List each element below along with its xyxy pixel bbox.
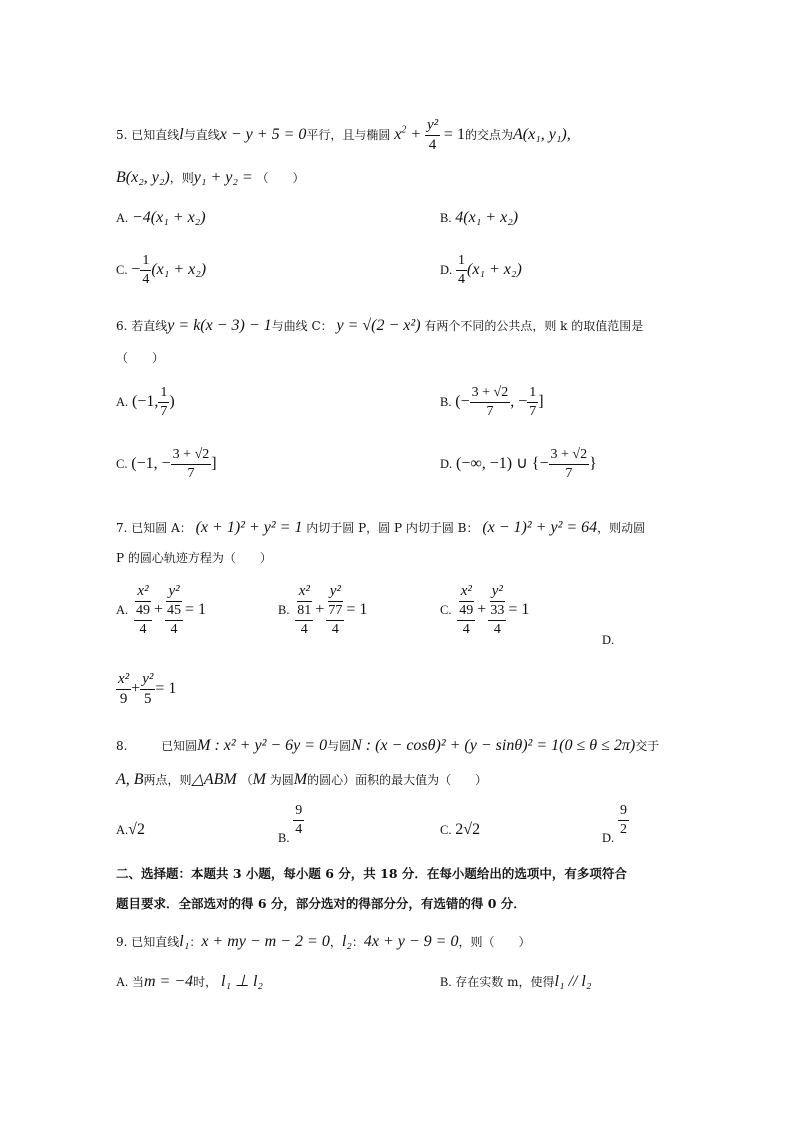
q6-option-c-fraction: $\frac{3 + √2}{7}$ [172,447,210,481]
q7-option-d-frac-y: $\frac{\text{y²}}{5}$ [142,671,154,707]
q8-option-d[interactable] [602,803,629,845]
q7-line1 [116,520,645,536]
q8-text6: （ [240,773,253,787]
q8-option-d-fraction: $\frac{9}{2}$ [619,803,627,837]
q5-ellipse-fraction: $\frac{\text{y²}}{4}$ [426,117,439,153]
q5-option-d-label: D. [440,263,453,277]
q9-text4: ，则（ ） [458,935,531,949]
q8-M2: M [293,771,308,788]
q9-option-b[interactable] [440,974,591,990]
q5-paren: （ ） [256,171,305,185]
q6-paren: （ ） [116,351,165,365]
q7-option-d-label: D. [602,633,615,647]
q8-option-b-fraction: $\frac{9}{4}$ [295,803,303,837]
q5-option-b[interactable] [440,210,518,226]
q8-text2: 与圆 [327,739,352,753]
q5-option-c-label: C. [116,263,128,277]
q6-option-c[interactable] [116,448,217,481]
q5-option-b-label: B. [440,211,452,225]
q6-curve: y = √(2 − x²) [336,317,421,334]
q8-option-c-value: 2√2 [455,821,481,838]
q8-option-b[interactable] [278,803,304,845]
q7-text3: ，则动圆 [597,521,646,535]
q7-option-d[interactable]: $\frac{\text{x²}}{9}$ + $\frac{\text{y²}}{5}$ = 1 [118,671,177,707]
q6-option-b-mid: , − [510,393,528,410]
q8-option-a[interactable] [116,822,145,838]
q9-comma: ， [329,935,342,949]
q5-option-b-value: 4(x₁ + x₂) [455,209,519,226]
q7-option-a-frac-x: $\frac{\text{x²}}{\frac{49}{4}}$ [135,583,150,637]
q6-text2: 与曲线 C： [271,319,333,333]
q5-option-c-body: (x₁ + x₂) [151,261,207,278]
q6-line2 [116,352,164,364]
q6-option-c-left: (−1, − [131,455,171,472]
q5-line-eq: x − y + 5 = 0 [219,126,307,143]
q9-text1: 已知直线 [131,935,180,949]
q6-option-d-left: (−∞, −1) ∪ {− [455,455,549,472]
q5-option-c-fraction: $\frac{1}{4}$ [142,253,150,287]
q5-text2: 与直线 [183,128,220,142]
q8-text7: 为圆 [269,773,294,787]
q9-option-a-relation: l₁ ⊥ l₂ [221,973,263,990]
q6-option-a-label: A. [116,395,129,409]
q6-option-c-right: ] [211,455,217,472]
q6-text1: 若直线 [131,319,168,333]
q9-text3: ： [351,935,364,949]
q9-option-a-text1: 当 [131,975,144,989]
q9-text2: ： [189,935,202,949]
q5-text3: 平行，且与椭圆 [306,128,391,142]
q7-option-b[interactable]: B. $\frac{\text{x²}}{\frac{81}{4}}$ + $\frac{\text{y²}}{\frac{77}{4}}$ = 1 [278,583,368,637]
q8-text8: 的圆心）面积的最大值为（ ） [307,773,488,787]
q8-option-a-label: A. [116,823,129,837]
q7-text4: P 的圆心轨迹方程为（ ） [116,551,272,565]
q6-option-b-right: ] [538,393,544,410]
q6-option-a-fraction: $\frac{1}{7}$ [160,385,168,419]
q7-option-a[interactable]: A. $\frac{\text{x²}}{\frac{49}{4}}$ + $\frac{\text{y²}}{\frac{45}{4}}$ = 1 [116,583,207,637]
q5-option-a-value: −4(x₁ + x₂) [131,209,206,226]
q7-line2 [116,552,272,564]
q8-option-c-label: C. [440,823,452,837]
q6-option-a-left: (−1, [131,393,159,410]
q9-option-b-relation: l₁ // l₂ [554,973,592,990]
q6-line1 [116,318,643,334]
q8-text1: 已知圆 [161,739,198,753]
q7-text2: 内切于圆 P，圆 P 内切于圆 B： [306,521,479,535]
q6-option-b-fraction1: $\frac{3 + √2}{7}$ [471,385,509,419]
q6-option-d-fraction: $\frac{3 + √2}{7}$ [550,447,588,481]
q5-option-d-fraction: $\frac{1}{4}$ [457,253,465,287]
q7-option-d-frac-x: $\frac{\text{x²}}{9}$ [118,671,130,707]
q7-option-c-frac-x: $\frac{\text{x²}}{\frac{49}{4}}$ [459,583,474,637]
q7-option-c-label: C. [440,603,452,617]
q8-line2 [116,772,487,788]
q9-option-b-text1: 存在实数 m，使得 [455,975,555,989]
q8-AB: A, B [116,771,144,788]
q6-option-d-label: D. [440,457,453,471]
q5-option-d[interactable] [440,254,522,287]
q6-text3: 有两个不同的公共点，则 k 的取值范围是 [424,319,644,333]
q7-text1: 已知圆 A： [131,521,192,535]
q5-number: 5. [116,128,128,142]
q5-ask: y₁ + y₂ = [193,169,253,186]
q9-line1 [116,934,530,950]
q7-option-d-label-wrap[interactable] [602,634,614,647]
q5-line2 [116,170,305,186]
q8-option-b-label: B. [278,831,290,845]
q8-line1 [116,738,659,754]
q9-option-b-label: B. [440,975,452,989]
q6-option-b[interactable] [440,386,544,419]
q6-option-b-fraction2: $\frac{1}{7}$ [529,385,537,419]
q8-triangle: △ABM [191,771,237,788]
q7-option-c[interactable]: C. $\frac{\text{x²}}{\frac{49}{4}}$ + $\frac{\text{y²}}{\frac{33}{4}}$ = 1 [440,583,530,637]
q6-option-a-right: ) [169,393,175,410]
q5-option-a[interactable] [116,210,206,226]
section2-line2: 题目要求．全部选对的得 6 分，部分选对的得部分分，有选错的得 0 分． [116,896,526,911]
q8-text3: 交于 [635,739,660,753]
q5-text1: 已知直线 [131,128,180,142]
q6-option-b-label: B. [440,395,452,409]
q5-ellipse-x: $x^2$ + [394,124,422,143]
q6-option-b-left: (− [455,393,470,410]
q9-eq2: 4x + y − 9 = 0 [363,933,459,950]
q5-pointB: B(x₂, y₂) [116,169,170,186]
q5-option-c-sign: − [131,261,141,278]
q6-option-a[interactable] [116,386,175,419]
q5-l: l [179,126,184,143]
q5-text5: ，则 [169,171,194,185]
q5-option-d-body: (x₁ + x₂) [466,261,522,278]
q8-number: 8. [116,739,128,753]
q8-circleN: N : (x − cosθ)² + (y − sinθ)² = 1(0 ≤ θ ≤ 2π) [351,737,636,754]
q9-number: 9. [116,935,128,949]
q7-option-b-label: B. [278,603,290,617]
q6-line-eq: y = k(x − 3) − 1 [167,317,272,334]
q5-option-a-label: A. [116,211,129,225]
section2-line1: 二、选择题：本题共 3 小题，每小题 6 分，共 18 分．在每小题给出的选项中，有多项符合 [116,866,627,881]
q9-option-a-label: A. [116,975,129,989]
q7-option-b-frac-x: $\frac{\text{x²}}{\frac{81}{4}}$ [297,583,312,637]
q9-option-a-text2: 时， [193,975,218,989]
q8-option-c[interactable] [440,822,480,838]
q6-number: 6. [116,319,128,333]
q7-circleA: (x + 1)² + y² = 1 [195,519,303,536]
q8-text5: 两点，则 [143,773,192,787]
q8-option-d-label: D. [602,831,615,845]
q9-option-a-m: m = −4 [144,973,194,990]
q7-option-b-frac-y: $\frac{\text{y²}}{\frac{77}{4}}$ [328,583,343,637]
q9-eq1: x + my − m − 2 = 0 [201,933,330,950]
q7-circleB: (x − 1)² + y² = 64 [482,519,598,536]
q6-option-d-right: } [589,455,597,472]
q8-M1: M [252,771,266,788]
q7-option-a-label: A. [116,603,129,617]
q7-number: 7. [116,521,128,535]
q8-option-a-value: √2 [128,821,145,838]
q9-l1: l₁ [179,933,190,950]
q5-line1 [116,118,571,153]
q5-option-c[interactable] [116,254,206,287]
q5-text4: 的交点为 [464,128,513,142]
q5-ellipse-rhs: = 1 [443,126,465,143]
q7-option-a-frac-y: $\frac{\text{y²}}{\frac{45}{4}}$ [167,583,182,637]
q9-l2: l₂ [341,933,352,950]
q9-option-a[interactable] [116,974,263,990]
q8-circleM: M : x² + y² − 6y = 0 [197,737,328,754]
q7-option-c-frac-y: $\frac{\text{y²}}{\frac{33}{4}}$ [490,583,505,637]
q6-option-c-label: C. [116,457,128,471]
q5-pointA: A(x₁, y₁), [512,126,571,143]
q6-option-d[interactable] [440,448,597,481]
